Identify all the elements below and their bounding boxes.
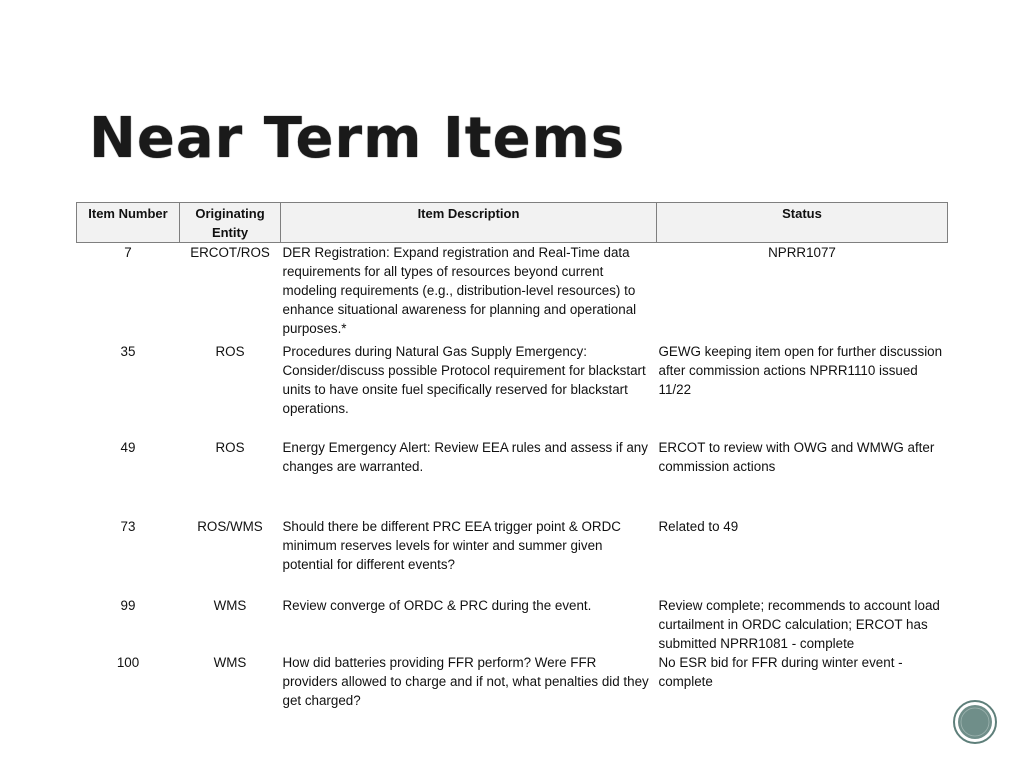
- header-item-number: Item Number: [77, 203, 180, 243]
- entity-cell: ROS: [215, 343, 245, 359]
- description-cell: DER Registration: Expand registration and Real-Time data requirements for all types of resources beyond current modeling requirements (e.g., distribution-level resources) to enhance situational awareness for planning and operational purposes.*: [282, 245, 637, 336]
- header-item-description: Item Description: [281, 203, 657, 243]
- header-originating-entity: Originating Entity: [180, 203, 281, 243]
- item-number-cell: 49: [120, 439, 136, 455]
- description-cell: How did batteries providing FFR perform? Were FFR providers allowed to charge and if not, what penalties did they get charged?: [282, 654, 649, 708]
- table-row: [77, 596, 948, 653]
- entity-cell: ROS/WMS: [197, 518, 263, 534]
- item-number-cell: 100: [116, 654, 140, 670]
- item-number-cell: 7: [124, 245, 132, 260]
- description-cell: Review converge of ORDC & PRC during the event.: [282, 597, 592, 613]
- near-term-items-table: [76, 202, 948, 710]
- table-header-row: [77, 203, 948, 243]
- item-number-cell: 35: [120, 343, 136, 359]
- slide-title: Near Term Items: [89, 106, 626, 171]
- entity-cell: WMS: [213, 597, 247, 613]
- entity-cell: ROS: [215, 439, 245, 455]
- item-number-cell: 99: [120, 597, 136, 613]
- status-cell: GEWG keeping item open for further discussion after commission actions NPRR1110 issued 11/22: [658, 343, 943, 397]
- status-cell: ERCOT to review with OWG and WMWG after commission actions: [658, 439, 935, 474]
- table-row: [77, 342, 948, 438]
- item-number-cell: 73: [120, 518, 136, 534]
- table-row: [77, 243, 948, 342]
- entity-cell: WMS: [213, 654, 247, 670]
- status-cell: Related to 49: [658, 518, 739, 534]
- description-cell: Should there be different PRC EEA trigger point & ORDC minimum reserves levels for winter and summer given potential for different events?: [282, 518, 621, 572]
- status-cell: No ESR bid for FFR during winter event - complete: [658, 654, 903, 689]
- slide-badge-icon: [953, 700, 997, 744]
- table-row: [77, 438, 948, 517]
- header-status: Status: [657, 203, 948, 243]
- table-row: [77, 517, 948, 596]
- status-cell: Review complete; recommends to account load curtailment in ORDC calculation; ERCOT has submitted NPRR1081 - complete: [658, 597, 940, 651]
- description-cell: Energy Emergency Alert: Review EEA rules and assess if any changes are warranted.: [282, 439, 648, 474]
- table-row: [77, 653, 948, 710]
- status-cell: NPRR1077: [768, 245, 836, 260]
- description-cell: Procedures during Natural Gas Supply Emergency: Consider/discuss possible Protocol requirement for blackstart units to have onsite fuel specifically reserved for blackstart operations.: [282, 343, 646, 416]
- entity-cell: ERCOT/ROS: [190, 245, 270, 260]
